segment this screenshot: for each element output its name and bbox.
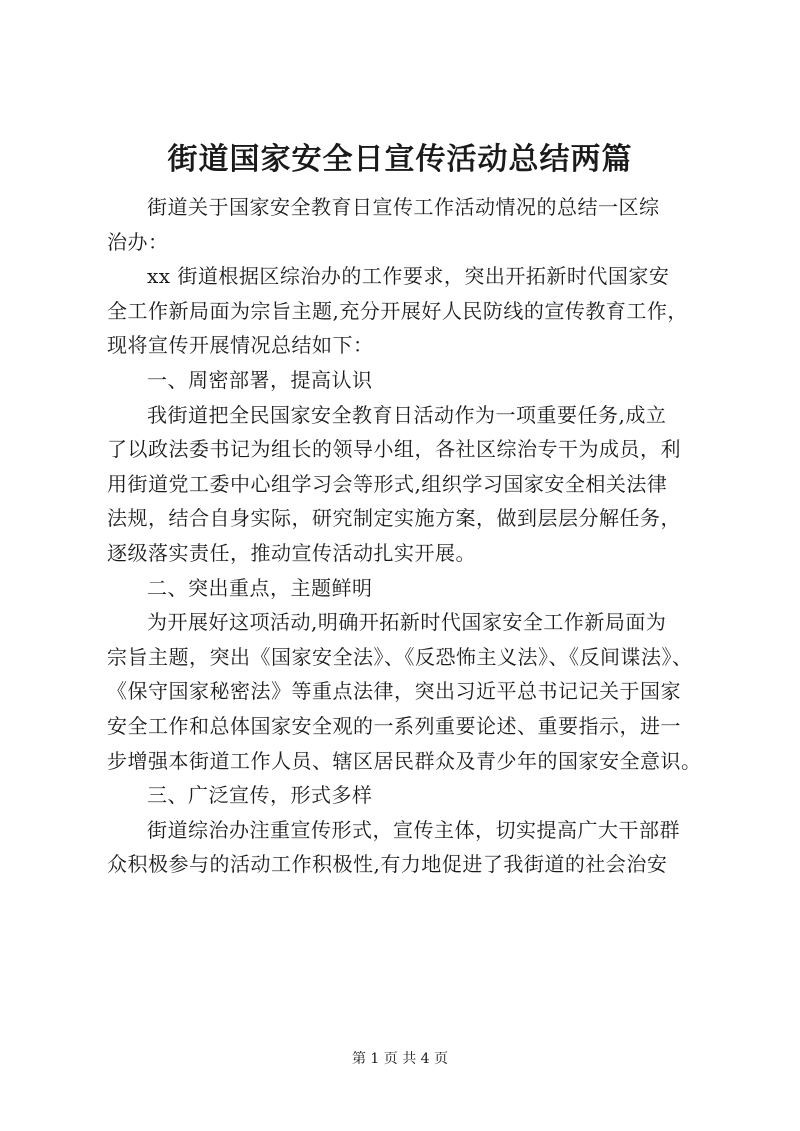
paragraph-line: 我街道把全民国家安全教育日活动作为一项重要任务,成立 bbox=[147, 402, 667, 427]
document-body bbox=[107, 190, 727, 882]
page-footer: 第 1 页 共 4 页 bbox=[351, 1051, 449, 1067]
paragraph-line: xx 街道根据区综治办的工作要求，突出开拓新时代国家安 bbox=[147, 264, 670, 289]
paragraph-line: 治办： bbox=[107, 229, 169, 254]
paragraph-line: 宗旨主题，突出《国家安全法》、《反恐怖主义法》、《反间谍法》、 bbox=[107, 644, 693, 669]
paragraph-line: 全工作新局面为宗旨主题,充分开展好人民防线的宣传教育工作， bbox=[107, 298, 688, 323]
paragraph-line: 了以政法委书记为组长的领导小组，各社区综治专干为成员，利 bbox=[107, 437, 681, 462]
section-heading: 三、广泛宣传，形式多样 bbox=[147, 783, 373, 808]
document-title: 街道国家安全日宣传活动总结两篇 bbox=[167, 142, 633, 177]
section-heading: 二、突出重点，主题鲜明 bbox=[147, 575, 373, 600]
paragraph-line: 逐级落实责任，推动宣传活动扎实开展。 bbox=[107, 540, 476, 565]
paragraph-line: 步增强本街道工作人员、辖区居民群众及青少年的国家安全意识。 bbox=[107, 748, 702, 773]
paragraph-line: 街道综治办注重宣传形式，宣传主体，切实提高广大干部群 bbox=[147, 817, 680, 842]
paragraph-line: 法规，结合自身实际，研究制定实施方案，做到层层分解任务， bbox=[107, 506, 681, 531]
section-heading: 一、周密部署，提高认识 bbox=[147, 367, 373, 392]
paragraph-line: 街道关于国家安全教育日宣传工作活动情况的总结一区综 bbox=[147, 195, 660, 219]
paragraph-line: 安全工作和总体国家安全观的一系列重要论述、重要指示，进一 bbox=[107, 713, 681, 738]
paragraph-line: 用街道党工委中心组学习会等形式,组织学习国家安全相关法律 bbox=[107, 471, 668, 496]
paragraph-line: 为开展好这项活动,明确开拓新时代国家安全工作新局面为 bbox=[147, 610, 667, 635]
paragraph-line: 众积极参与的活动工作积极性,有力地促进了我街道的社会治安 bbox=[107, 852, 668, 877]
paragraph-line: 现将宣传开展情况总结如下： bbox=[107, 333, 374, 358]
paragraph-line: 《保守国家秘密法》等重点法律，突出习近平总书记记关于国家 bbox=[107, 679, 681, 704]
